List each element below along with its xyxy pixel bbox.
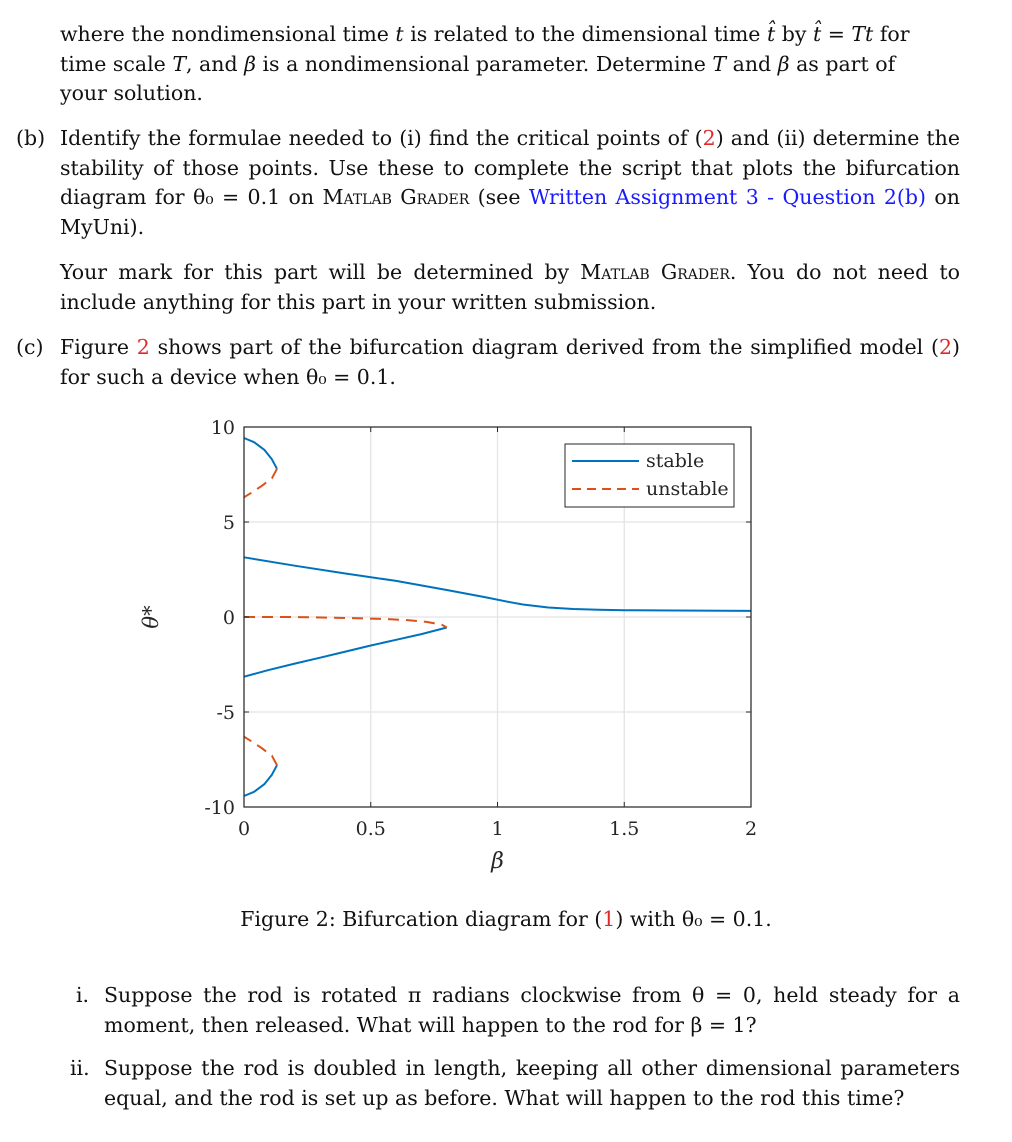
part-b-mark-paragraph: Your mark for this part will be determined by Matlab Grader. You do not need to include anything for this part in your written submission. bbox=[60, 260, 960, 314]
question-label: ii. bbox=[70, 1056, 90, 1080]
part-b-paragraph: Identify the formulae needed to (i) find the critical points of (2) and (ii) determine the stability of those points. Use these to complete the script that plots the bifurcation diagram for θ₀ = 0.1 on Matlab Grader (see Written Assignment 3 - Question 2(b) on MyUni). bbox=[60, 126, 961, 239]
x-tick-label: 1 bbox=[491, 818, 504, 840]
x-tick-label: 2 bbox=[744, 818, 758, 840]
figure-ref-2[interactable]: 2 bbox=[136, 335, 150, 359]
y-tick-label: 0 bbox=[222, 607, 235, 629]
part-c-paragraph: Figure 2 shows part of the bifurcation diagram derived from the simplified model (2) for such a device when θ₀ = 0.1. bbox=[60, 335, 960, 389]
y-tick-label: -10 bbox=[204, 797, 235, 819]
unstable-branch bbox=[244, 617, 447, 628]
x-tick-label: 0 bbox=[237, 818, 251, 840]
assignment-link[interactable]: Written Assignment 3 - Question 2(b) bbox=[528, 185, 927, 209]
question-text: Suppose the rod is doubled in length, keeping all other dimensional parameters equal, and the rod is set up as before. What will happen to the rod this time? bbox=[104, 1056, 960, 1110]
stable-branch bbox=[244, 765, 277, 796]
intro-paragraph bbox=[60, 20, 960, 109]
equation-ref-2[interactable]: 2 bbox=[938, 335, 952, 359]
stable-branch bbox=[244, 438, 277, 469]
intro-line-2: time scale T, and β is a nondimensional parameter. Determine T and β as part of bbox=[60, 51, 896, 76]
y-tick-label: 5 bbox=[222, 512, 235, 534]
unstable-branch bbox=[244, 737, 277, 766]
y-tick-label: -5 bbox=[216, 702, 235, 724]
matlab-grader-name: Matlab Grader bbox=[322, 185, 470, 209]
part-c-label: (c) bbox=[16, 335, 44, 359]
question-text: Suppose the rod is rotated π radians clockwise from θ = 0, held steady for a moment, then released. What will happen to the rod for β = 1? bbox=[104, 983, 960, 1037]
x-axis-label: β bbox=[491, 849, 504, 874]
matlab-grader-name: Matlab Grader bbox=[580, 260, 730, 284]
unstable-branch bbox=[244, 469, 277, 498]
intro-line-3: your solution. bbox=[60, 81, 203, 105]
intro-line-1: where the nondimensional time t is related to the dimensional time t̂ by t̂ = Tt for bbox=[60, 22, 910, 46]
question-label: i. bbox=[76, 983, 90, 1007]
part-b-label: (b) bbox=[16, 126, 46, 150]
equation-ref-2[interactable]: 2 bbox=[702, 126, 716, 150]
legend-unstable-label: unstable bbox=[646, 478, 729, 500]
y-tick-label: 10 bbox=[210, 417, 235, 439]
figure-caption: Figure 2: Bifurcation diagram for (1) with θ₀ = 0.1. bbox=[240, 907, 772, 931]
x-tick-label: 1.5 bbox=[609, 818, 640, 840]
equation-ref-1[interactable]: 1 bbox=[602, 907, 616, 931]
y-axis-label: θ* bbox=[139, 605, 163, 629]
legend bbox=[565, 444, 734, 507]
x-tick-label: 0.5 bbox=[355, 818, 386, 840]
bifurcation-chart bbox=[0, 405, 1012, 885]
stable-branch bbox=[244, 628, 447, 677]
legend-stable-label: stable bbox=[646, 450, 705, 472]
